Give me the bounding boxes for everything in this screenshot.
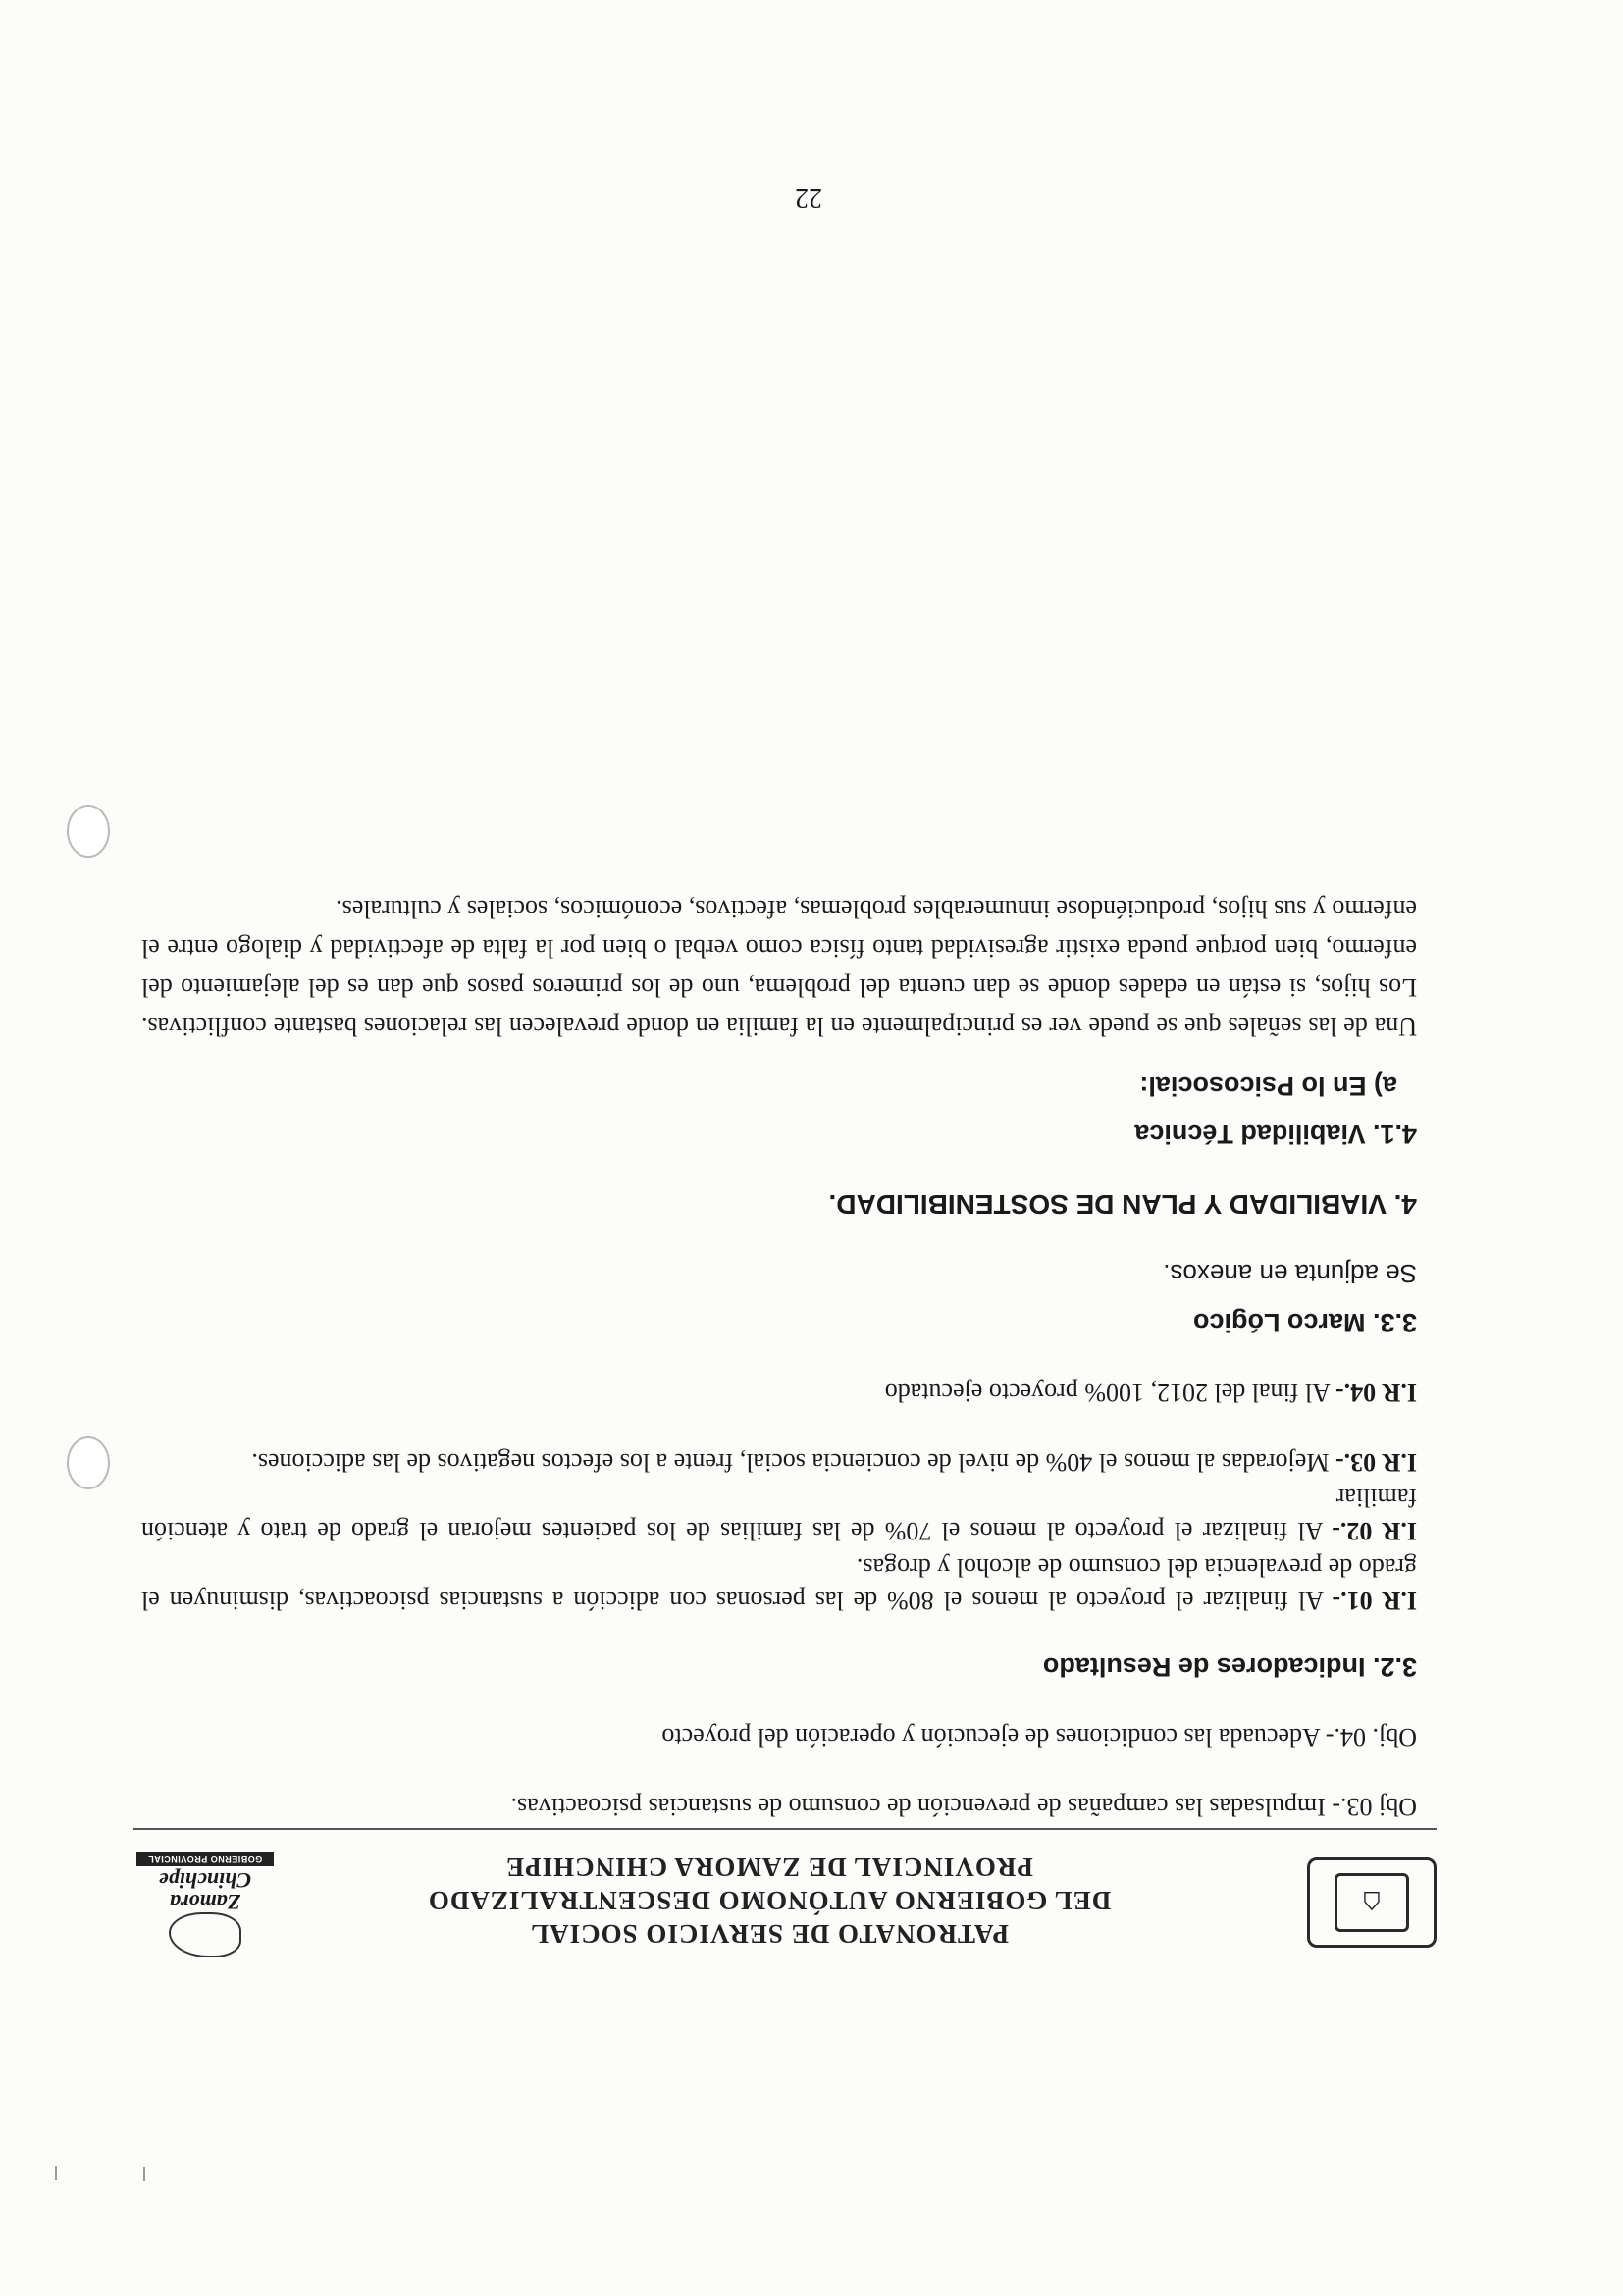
section-4-heading: 4. VIABILIDAD Y PLAN DE SOSTENIBILIDAD. (828, 1189, 1417, 1220)
section-a-heading: a) En lo Psicosocial: (1139, 1071, 1397, 1101)
indicator-ir-04 (141, 1376, 1417, 1409)
indicator-ir-03-label: I.R 03.- (1335, 1448, 1417, 1477)
indicator-ir-01-text: Al finalizar el proyecto al menos el 80% de las personas con adicción a sustancias psicoactivas, disminuyen el grado de prevalencia del consumo de alcohol y drogas. (141, 1553, 1417, 1615)
indicator-ir-03-text: Mejoradas al menos el 40% de nivel de conciencia social, frente a los efectos negativos de las adicciones. (251, 1448, 1335, 1477)
page-number: 22 (795, 183, 822, 213)
patronato-logo-icon (1307, 1857, 1437, 1948)
obj-04-line: Obj. 04.- Adecuada las condiciones de ejecución y operación del proyecto (661, 1723, 1417, 1751)
indicator-ir-02-label: I.R 02.- (1332, 1517, 1417, 1545)
scan-mark-2 (143, 2167, 145, 2181)
institution-title-line-1: PATRONATO DE SERVICIO SOCIAL (530, 1919, 1009, 1949)
indicator-ir-03 (141, 1445, 1417, 1479)
obj-03-line: Obj 03.- Impulsadas las campañas de prevención de consumo de sustancias psicoactivas. (510, 1793, 1417, 1821)
logo-name-line-1: Zamora (169, 1890, 241, 1914)
indicator-ir-04-text: Al final del 2012, 100% proyecto ejecutado (884, 1379, 1335, 1407)
section-3-3-heading: 3.3. Marco Lógico (1192, 1308, 1417, 1337)
psicosocial-paragraph: Una de las señales que se puede ver es principalmente en la familia en donde prevalecen las relaciones bastante conflictivas. Los hijos, si están en edades donde se dan cuenta del problema, uno de los primeros pasos que dan es del alejamiento del enfermo, bien porque pueda existir agresividad tanto física como verbal o bien por la falta de afectividad y dialogo entre el enfermo y sus hijos, produciéndose innumerables problemas, afectivos, económicos, sociales y culturales. (141, 895, 1417, 1041)
logo-band: GOBIERNO PROVINCIAL (136, 1852, 274, 1866)
province-map-icon (169, 1912, 241, 1957)
indicator-ir-02 (141, 1481, 1417, 1547)
indicator-ir-01-label: I.R 01.- (1332, 1587, 1417, 1615)
section-3-2-heading: 3.2. Indicadores de Resultado (1042, 1652, 1417, 1682)
indicator-ir-02-text: Al finalizar el proyecto al menos el 70% de las familias de los pacientes mejoran el grado de trato y atención familiar (141, 1484, 1417, 1545)
institution-title-line-3: PROVINCIAL DE ZAMORA CHINCHIPE (505, 1852, 1033, 1882)
patronato-logo-mark: ⌂ (1335, 1873, 1409, 1932)
logo-name-line-2: Chinchipe (158, 1868, 252, 1893)
scan-mark-1 (55, 2166, 57, 2180)
section-3-3-text: Se adjunta en anexos. (1163, 1259, 1417, 1288)
zamora-chinchipe-logo (136, 1850, 274, 1957)
institution-title (387, 1851, 1152, 1951)
punch-hole-upper (67, 1436, 110, 1489)
indicator-ir-04-label: I.R 04.- (1335, 1379, 1417, 1407)
institution-title-line-2: DEL GOBIERNO AUTÓNOMO DESCENTRALIZADO (427, 1886, 1112, 1915)
indicator-ir-01 (141, 1550, 1417, 1617)
header-divider (133, 1828, 1437, 1830)
punch-hole-lower (67, 805, 110, 858)
section-4-1-heading: 4.1. Viabilidad Técnica (1134, 1120, 1417, 1149)
